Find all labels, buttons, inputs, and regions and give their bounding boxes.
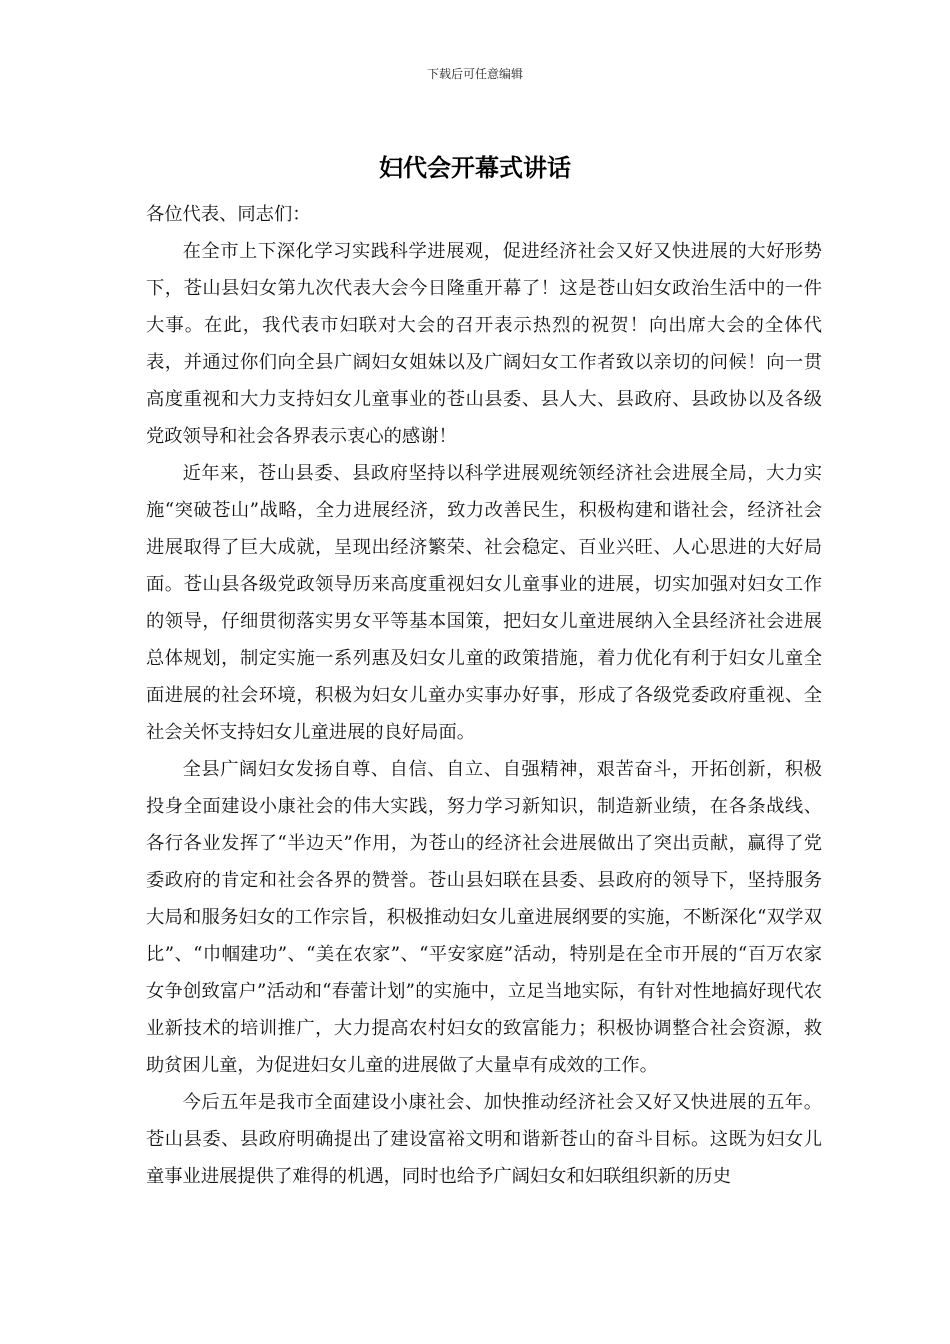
document-body bbox=[146, 196, 822, 1195]
paragraph-4: 今后五年是我市全面建设小康社会、加快推动经济社会又好又快进展的五年。苍山县委、县政府明确提出了建设富裕文明和谐新苍山的奋斗目标。这既为妇女儿童事业进展提供了难得的机遇，同时也给予广阔妇女和妇联组织新的历史 bbox=[146, 1092, 822, 1187]
paragraph-2: 近年来，苍山县委、县政府坚持以科学进展观统领经济社会进展全局，大力实施“突破苍山”战略，全力进展经济，致力改善民生，积极构建和谐社会，经济社会进展取得了巨大成就，呈现出经济繁荣、社会稳定、百业兴旺、人心思进的大好局面。苍山县各级党政领导历来高度重视妇女儿童事业的进展，切实加强对妇女工作的领导，仔细贯彻落实男女平等基本国策，把妇女儿童进展纳入全县经济社会进展总体规划，制定实施一系列惠及妇女儿童的政策措施，着力优化有利于妇女儿童全面进展的社会环境，积极为妇女儿童办实事办好事，形成了各级党委政府重视、全社会关怀支持妇女儿童进展的良好局面。 bbox=[146, 463, 822, 743]
document-title: 妇代会开幕式讲话 bbox=[379, 153, 571, 182]
paragraph-1: 在全市上下深化学习实践科学进展观，促进经济社会又好又快进展的大好形势下，苍山县妇女第九次代表大会今日隆重开幕了！这是苍山妇女政治生活中的一件大事。在此，我代表市妇联对大会的召开表示热烈的祝贺！向出席大会的全体代表，并通过你们向全县广阔妇女姐妹以及广阔妇女工作者致以亲切的问候！向一贯高度重视和大力支持妇女儿童事业的苍山县委、县人大、县政府、县政协以及各级党政领导和社会各界表示衷心的感谢！ bbox=[146, 241, 822, 447]
salutation: 各位代表、同志们： bbox=[146, 204, 311, 225]
header-note: 下载后可任意编辑 bbox=[426, 67, 523, 81]
paragraph-3: 全县广阔妇女发扬自尊、自信、自立、自强精神，艰苦奋斗，开拓创新，积极投身全面建设小康社会的伟大实践，努力学习新知识，制造新业绩，在各条战线、各行各业发挥了“半边天”作用，为苍山的经济社会进展做出了突出贡献，赢得了党委政府的肯定和社会各界的赞誉。苍山县妇联在县委、县政府的领导下，坚持服务大局和服务妇女的工作宗旨，积极推动妇女儿童进展纲要的实施，不断深化“双学双比”、“巾帼建功”、“美在农家”、“平安家庭”活动，特别是在全市开展的“百万农家女争创致富户”活动和“春蕾计划”的实施中，立足当地实际，有针对性地搞好现代农业新技术的培训推广，大力提高农村妇女的致富能力；积极协调整合社会资源，救助贫困儿童，为促进妇女儿童的进展做了大量卓有成效的工作。 bbox=[146, 759, 822, 1076]
